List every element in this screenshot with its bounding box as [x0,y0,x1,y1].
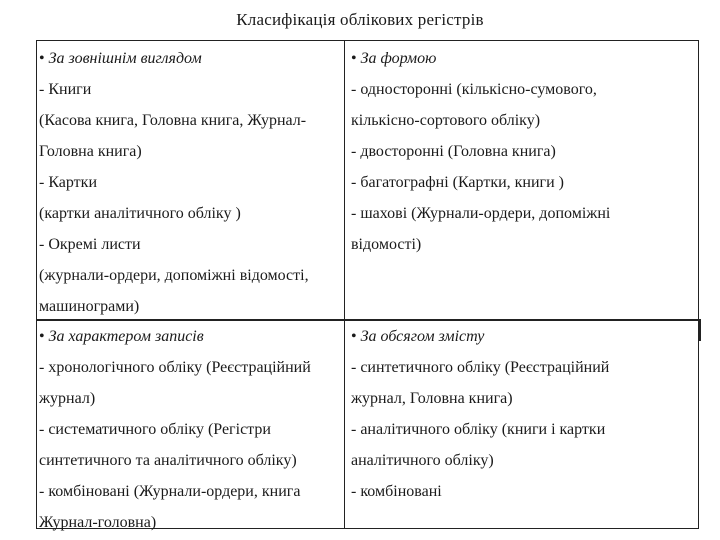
list-item: - Картки [39,174,98,191]
cell-form [351,43,610,260]
list-item: кількісно-сортового обліку) [351,112,541,129]
heading-text: За обсягом змісту [360,328,485,345]
list-item: відомості) [351,236,422,253]
list-item: - шахові (Журнали-ордери, допоміжні [351,205,611,222]
list-item: - комбіновані [351,483,442,500]
list-item: - комбіновані (Журнали-ордери, книга [39,483,301,500]
bullet: • [39,50,45,67]
heading-form [351,43,610,74]
list-item: (журнали-ордери, допоміжні відомості, [39,267,309,284]
bullet: • [351,328,357,345]
list-item: аналітичного обліку) [351,452,494,469]
list-item: (Касова книга, Головна книга, Журнал- [39,112,307,129]
list-item: - Книги [39,81,92,98]
list-item: - хронологічного обліку (Реєстраційний [39,359,311,376]
cell-appearance [39,43,309,322]
list-item: Головна книга) [39,143,142,160]
page-title: Класифікація облікових регістрів [236,10,484,29]
bullet: • [351,50,357,67]
list-item: машинограми) [39,298,140,315]
list-item: Журнал-головна) [39,514,157,531]
heading-text: За характером записів [48,328,204,345]
list-item: журнал) [39,390,96,407]
column-divider [344,41,345,528]
heading-content-scope [351,321,609,352]
list-item: - двосторонні (Головна книга) [351,143,556,160]
border-mark [698,319,701,341]
list-item: - систематичного обліку (Регістри [39,421,271,438]
heading-text: За зовнішнім виглядом [48,50,202,67]
list-item: - односторонні (кількісно-сумового, [351,81,597,98]
list-item: синтетичного та аналітичного обліку) [39,452,297,469]
bullet: • [39,328,45,345]
heading-record-nature [39,321,311,352]
classification-table [36,40,699,529]
cell-content-scope [351,321,609,507]
list-item: - Окремі листи [39,236,141,253]
list-item: - синтетичного обліку (Реєстраційний [351,359,610,376]
list-item: (картки аналітичного обліку ) [39,205,241,222]
list-item: журнал, Головна книга) [351,390,513,407]
cell-record-nature [39,321,311,538]
list-item: - багатографні (Картки, книги ) [351,174,564,191]
heading-text: За формою [360,50,437,67]
list-item: - аналітичного обліку (книги і картки [351,421,606,438]
heading-appearance [39,43,309,74]
